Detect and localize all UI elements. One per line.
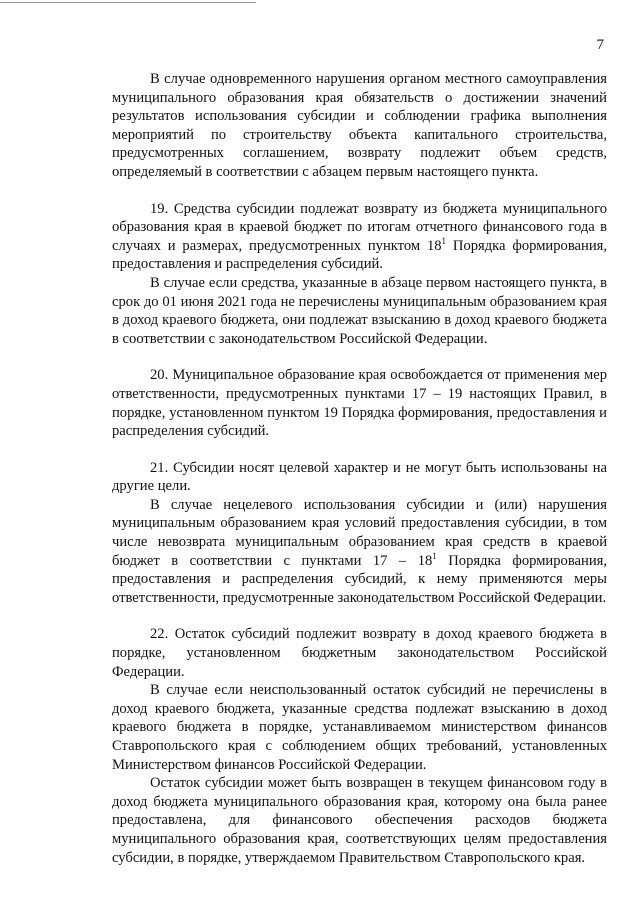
paragraph-20-exemption: 20. Муниципальное образование края освобождается от применения мер ответственности, предусмотренных пунктами 17 – 19 настоящих Правил, в порядке, установленном пунктом 19 Порядка формирования, предоставления и распределения субсидий. [112,367,607,440]
paragraph-21-purpose: 21. Субсидии носят целевой характер и не могут быть использованы на другие цели. [112,459,607,495]
paragraph-22-recovery: В случае если неиспользованный остаток субсидий не перечислены в доход краевого бюджета, указанные средства подлежат взысканию в доход краевого бюджета в порядке, устанавливаемом министерством финансов Ставропольского края с соблюдением общих требований, установленных Министерством финансов Российской Федерации. [112,682,607,773]
footnote-superscript: 1 [432,550,437,561]
footnote-superscript: 1 [441,235,447,246]
paragraph-21-misuse: В случае нецелевого использования субсидии и (или) нарушения муниципальным образованием края условий предоставления субсидии, в том числе невозврата муниципальным образованием края средств в краевой бюджет в соответствии с пунктами $17 - 18^1$ Порядка формирования, предоставления и распределения субсидий, к нему применяются меры ответственности, предусмотренные законодательством Российской Федерации. [112,496,607,606]
page-number: 7 [596,37,604,53]
paragraph-22-return: Остаток субсидии может быть возвращен в текущем финансовом году в доход бюджета муниципального образования края, которому она была ранее предоставлена, для финансового обеспечения расходов бюджета муниципального образования края, соответствующих целям предоставления субсидии, в порядке, утверждаемом Правительством Ставропольского края. [112,775,607,866]
document-body [112,70,607,867]
paragraph-19-recovery: В случае если средства, указанные в абзаце первом настоящего пункта, в срок до 01 июня 2021 года не перечислены муниципальным образованием края в доход краевого бюджета, они подлежат взысканию в доход краевого бюджета в соответствии с законодательством Российской Федерации. [112,274,607,347]
paragraph-22-remainder: 22. Остаток субсидий подлежит возврату в доход краевого бюджета в порядке, установленном бюджетным законодательством Российской Федерации. [112,626,607,680]
top-rule [0,2,256,3]
paragraph-19-refund: 19. Средства субсидии подлежат возврату из бюджета муниципального образования края в краевой бюджет по итогам отчетного финансового года в случаях и размерах, предусмотренных пунктом $18^1$ Порядка формирования, предоставления и распределения субсидий. [112,200,607,273]
paragraph-violation-volume: В случае одновременного нарушения органом местного самоуправления муниципального образования края обязательств о достижении значений результатов использования субсидии и соблюдении графика выполнения мероприятий по строительству объекта капитального строительства, предусмотренных соглашением, возврату подлежит объем средств, определяемый в соответствии с абзацем первым настоящего пункта. [112,71,607,180]
